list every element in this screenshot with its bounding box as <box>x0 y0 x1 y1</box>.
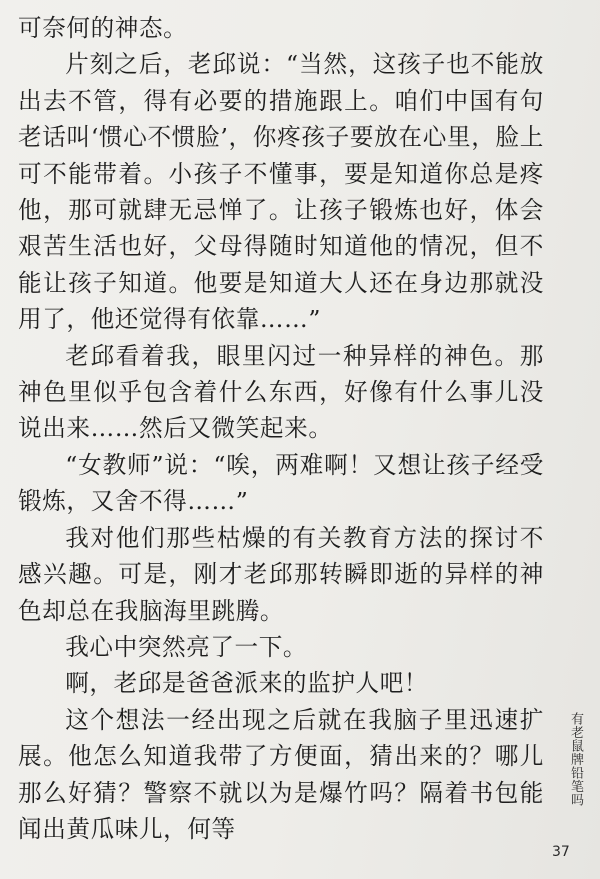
paragraph-8: 这个想法一经出现之后就在我脑子里迅速扩展。他怎么知道我带了方便面，猜出来的？哪儿那么好猜？警察不就以为是爆竹吗？隔着书包能闻出黄瓜味儿，何等 <box>18 705 544 843</box>
paragraph-4: “女教师”说：“唉，两难啊！又想让孩子经受锻炼，又舍不得……” <box>18 450 544 516</box>
body-text <box>18 10 544 847</box>
paragraph-1: 可奈何的神态。 <box>18 14 188 42</box>
paragraph-2: 片刻之后，老邱说：“当然，这孩子也不能放出去不管，得有必要的措施跟上。咱们中国有句老话叫‘惯心不惯脸’，你疼孩子要放在心里，脸上可不能带着。小孩子不懂事，要是知道你总是疼他，那可就肆无忌惮了。让孩子锻炼也好，体会艰苦生活也好，父母得随时知道他的情况，但不能让孩子知道。他要是知道大人还在身边那就没用了，他还觉得有依靠……” <box>18 50 544 334</box>
running-title: 有老鼠牌铅笔吗 <box>568 712 583 807</box>
paragraph-5: 我对他们那些枯燥的有关教育方法的探讨不感兴趣。可是，刚才老邱那转瞬即逝的异样的神色却总在我脑海里跳腾。 <box>18 523 544 625</box>
page-number: 37 <box>552 844 570 860</box>
paragraph-3: 老邱看着我，眼里闪过一种异样的神色。那神色里似乎包含着什么东西，好像有什么事儿没说出来……然后又微笑起来。 <box>18 341 544 443</box>
paragraph-7: 啊，老邱是爸爸派来的监护人吧！ <box>65 669 429 698</box>
paragraph-6: 我心中突然亮了一下。 <box>65 632 308 661</box>
